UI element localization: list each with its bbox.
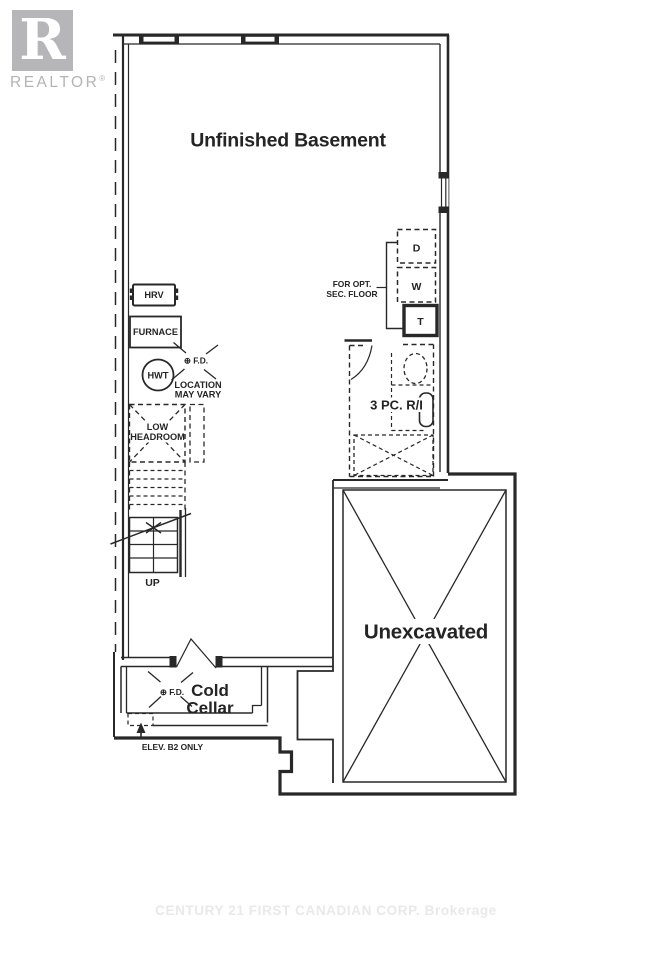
registered-symbol: ® xyxy=(99,74,106,83)
location-note-line1: LOCATION xyxy=(174,380,222,390)
window-glass xyxy=(246,37,275,42)
washer-label: W xyxy=(411,281,422,293)
bracket xyxy=(387,243,405,329)
bathroom xyxy=(345,341,434,477)
window-glass xyxy=(144,37,175,42)
cold-cellar xyxy=(121,667,268,726)
brokerage-watermark: CENTURY 21 FIRST CANADIAN CORP. Brokerage xyxy=(155,903,497,918)
window-cap xyxy=(439,172,450,179)
door-swing xyxy=(351,346,372,380)
stair-side-box xyxy=(190,405,204,463)
low-headroom-label-line2: HEADROOM xyxy=(130,432,185,442)
laundry-group xyxy=(326,230,437,336)
equipment xyxy=(130,285,181,391)
cold-cellar-label-line1: Cold xyxy=(191,681,229,700)
shower-cross xyxy=(354,435,433,476)
window-cap xyxy=(439,207,450,214)
toilet-icon xyxy=(404,354,427,384)
right-window xyxy=(439,172,450,213)
window-glass xyxy=(439,177,449,208)
floor-drain-label: ⊕ F.D. xyxy=(183,355,209,366)
up-label: UP xyxy=(145,577,160,589)
bathroom-label: 3 PC. R/I xyxy=(370,397,423,413)
hrv-tab xyxy=(130,296,133,301)
floor-drain-label: ⊕ F.D. xyxy=(159,687,185,697)
door-jamb xyxy=(216,656,223,668)
opt-note-line2: SEC. FLOOR xyxy=(326,289,378,299)
wall-segment xyxy=(298,480,334,783)
dryer-label: D xyxy=(412,242,421,255)
low-headroom-label-line1: LOW xyxy=(146,422,169,432)
cold-cellar-label-line2: Cellar xyxy=(186,698,234,718)
unexcavated-label: Unexcavated xyxy=(363,620,489,644)
tub-label: T xyxy=(417,316,424,328)
realtor-wordmark-text: REALTOR xyxy=(10,74,100,92)
location-note-line2: MAY VARY xyxy=(174,389,222,400)
stairs xyxy=(111,405,205,590)
hrv-label: HRV xyxy=(144,290,164,300)
realtor-r-icon: R xyxy=(12,10,73,71)
hrv-tab xyxy=(175,296,178,301)
hwt-label: HWT xyxy=(147,370,169,381)
room-title: Unfinished Basement xyxy=(190,129,386,152)
opt-note-line1: FOR OPT. xyxy=(332,279,372,289)
elev-label: ELEV. B2 ONLY xyxy=(141,742,204,752)
stair-treads-dashed xyxy=(130,471,186,505)
door-jamb xyxy=(170,656,177,668)
floor-drain-marker xyxy=(172,343,223,400)
door-swing xyxy=(177,639,217,668)
furnace-label: FURNACE xyxy=(133,327,178,337)
wall-segment xyxy=(253,706,262,714)
hrv-tab xyxy=(130,289,133,294)
hrv-tab xyxy=(175,289,178,294)
